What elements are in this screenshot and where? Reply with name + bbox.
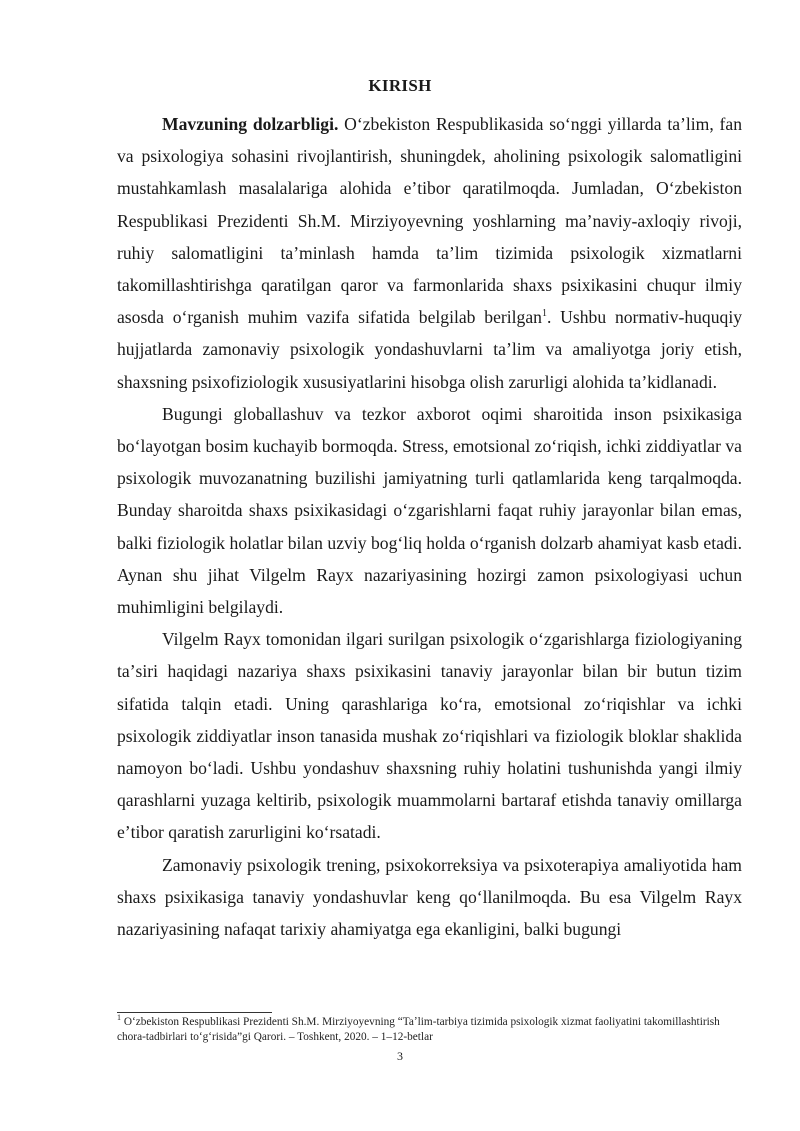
- page-title: KIRISH: [368, 76, 432, 95]
- footnote-separator: [117, 1012, 272, 1013]
- page-number: 3: [397, 1049, 403, 1063]
- body-text: [117, 108, 742, 945]
- footnote-marker: 1: [117, 1013, 121, 1023]
- paragraph-relevance: [117, 108, 742, 398]
- paragraph-reich-theory: Vilgelm Rayx tomonidan ilgari surilgan psixologik oʻzgarishlarga fiziologiyaning taʼsiri haqidagi nazariya shaxs psixikasini tanaviy jarayonlar bilan bir butun tizim sifatida talqin etadi. Uning qarashlariga koʻra, emotsional zoʻriqishlar va ichki psixologik ziddiyatlar inson tanasida mushak zoʻriqishlari va fiziologik bloklar shaklida namoyon boʻladi. Ushbu yondashuv shaxsning ruhiy holatini tushunishda yangi ilmiy qarashlarni yuzaga keltirib, psixologik muammolarni bartaraf etishda tanaviy omillarga eʼtibor qaratish zarurligini koʻrsatadi.: [117, 629, 742, 843]
- paragraph-text: . Ushbu normativ-huquqiy hujjatlarda zamonaviy psixologik yondashuvlarni taʼlim va amaliyotga joriy etish, shaxsning psixofiziologik xususiyatlarini hisobga olish zarurligi alohida taʼkidlanadi.: [117, 307, 743, 392]
- paragraph-lead: Mavzuning dolzarbligi.: [162, 114, 339, 134]
- footnote: [117, 1015, 742, 1044]
- footnote-text: Oʻzbekiston Respublikasi Prezidenti Sh.M. Mirziyoyevning “Taʼlim-tarbiya tizimida psixologik xizmat faoliyatini takomillashtirish chora-tadbirlari toʻgʻrisida”gi Qarori. – Toshkent, 2020. – 1–12-betlar: [117, 1016, 720, 1043]
- paragraph-globalization: Bugungi globallashuv va tezkor axborot oqimi sharoitida inson psixikasiga boʻlayotgan bosim kuchayib bormoqda. Stress, emotsional zoʻriqish, ichki ziddiyatlar va psixologik muvozanatning buzilishi jamiyatning turli qatlamlarida keng tarqalmoqda. Bunday sharoitda shaxs psixikasidagi oʻzgarishlarni faqat ruhiy jarayonlar bilan emas, balki fiziologik holatlar bilan uzviy bogʻliq holda oʻrganish dolzarb ahamiyat kasb etadi. Aynan shu jihat Vilgelm Rayx nazariyasining hozirgi zamon psixologiyasi uchun muhimligini belgilaydi.: [117, 403, 742, 618]
- paragraph-modern-practice: Zamonaviy psixologik trening, psixokorreksiya va psixoterapiya amaliyotida ham shaxs psixikasiga tanaviy yondashuvlar keng qoʻllanilmoqda. Bu esa Vilgelm Rayx nazariyasining nafaqat tarixiy ahamiyatga ega ekanligini, balki bugungi: [117, 854, 742, 940]
- footnote-reference[interactable]: 1: [541, 308, 547, 320]
- paragraph-text: Oʻzbekiston Respublikasida soʻnggi yillarda taʼlim, fan va psixologiya sohasini rivojlantirish, shuningdek, aholining psixologik salomatligini mustahkamlash masalalariga alohida eʼtibor qaratilmoqda. Jumladan, Oʻzbekiston Respublikasi Prezidenti Sh.M. Mirziyoyevning yoshlarning maʼnaviy-axloqiy rivoji, ruhiy salomatligini taʼminlash hamda taʼlim tizimida psixologik xizmatlarni takomillashtirishga qaratilgan qaror va farmonlarida shaxs psixikasini chuqur ilmiy asosda oʻrganish muhim vazifa sifatida belgilab berilgan: [117, 114, 742, 328]
